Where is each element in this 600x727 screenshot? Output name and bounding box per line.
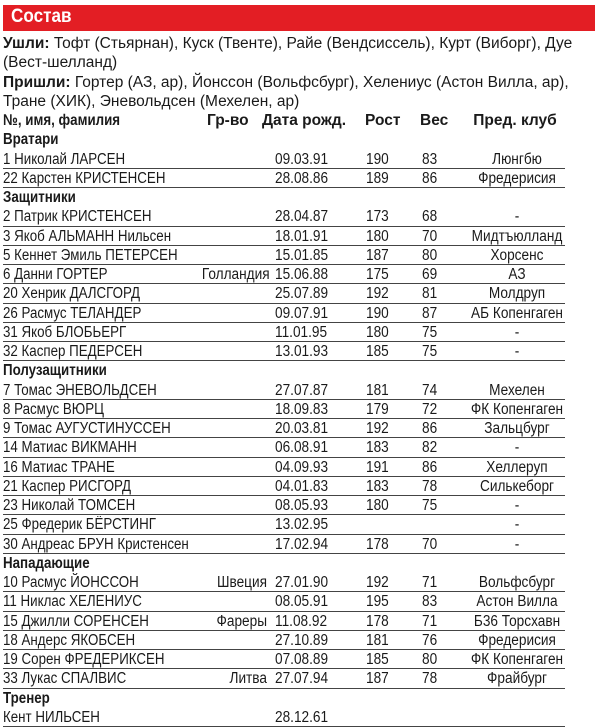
cell-dob: 08.05.93 (275, 497, 329, 514)
cell-name: 31 Якоб БЛОБЬЕРГ (3, 323, 127, 341)
cell-name: 23 Николай ТОМСЕН (3, 497, 136, 514)
player-row (3, 708, 565, 727)
cell-weight: 86 (422, 169, 438, 187)
cell-dob: 25.07.89 (275, 285, 329, 303)
cell-name: 14 Матиас ВИКМАНН (3, 439, 137, 457)
cell-club: Фрайбург (487, 670, 547, 688)
cell-club: Люнгбю (492, 150, 542, 168)
cell-weight: 83 (422, 593, 438, 611)
cell-dob: 20.03.81 (275, 420, 329, 437)
cell-name: 3 Якоб АЛЬМАНН Нильсен (3, 227, 172, 245)
player-row (3, 592, 565, 611)
cell-name: 25 Фредерик БЁРСТИНГ (3, 516, 156, 534)
player-row (3, 265, 565, 284)
cell-name: 7 Томас ЭНЕВОЛЬДСЕН (3, 381, 157, 399)
cell-dob: 17.02.94 (275, 535, 329, 553)
cell-dob: 18.09.83 (275, 400, 329, 418)
cell-club: - (514, 497, 520, 514)
cell-height: 181 (366, 381, 389, 399)
cell-dob: 27.01.90 (275, 574, 329, 591)
player-row (3, 458, 565, 477)
cell-club: Мехелен (489, 381, 545, 399)
arrived-text: Гортер (АЗ, ар), Йонссон (Вольфсбург), Хелениус (Астон Вилла, ар), Тране (ХИК), Эневольдсен (Мехелен, ар) (3, 73, 569, 110)
cell-dob: 27.07.87 (275, 381, 329, 399)
cell-club: Силькеборг (479, 477, 555, 495)
cell-height: 190 (366, 304, 389, 322)
player-row (3, 207, 565, 226)
cell-dob: 15.01.85 (275, 246, 329, 264)
cell-club: АЗ (508, 266, 526, 283)
cell-name: 19 Сорен ФРЕДЕРИКСЕН (3, 651, 165, 668)
cell-weight: 71 (422, 612, 438, 630)
group-heading (3, 554, 565, 573)
cell-dob: 28.04.87 (275, 208, 329, 226)
cell-dob: 13.02.95 (275, 516, 329, 534)
player-row (3, 669, 565, 688)
group-heading (3, 130, 565, 149)
cell-club: ФК Копенгаген (470, 651, 564, 668)
cell-dob: 06.08.91 (275, 439, 329, 457)
cell-club: - (514, 516, 520, 534)
cell-weight: 86 (422, 458, 438, 476)
player-row (3, 419, 565, 438)
group-heading (3, 188, 565, 207)
cell-dob: 09.03.91 (275, 150, 329, 168)
cell-country: Голландия (201, 266, 270, 283)
cell-dob: 28.12.61 (275, 708, 329, 726)
player-row (3, 323, 565, 342)
cell-name: 26 Расмус ТЕЛАНДЕР (3, 304, 142, 322)
group-title: Полузащитники (3, 362, 107, 380)
cell-weight: 81 (422, 285, 438, 303)
cell-club: ФК Копенгаген (470, 400, 564, 418)
group-title: Вратари (3, 131, 59, 149)
cell-weight: 72 (422, 400, 438, 418)
cell-club: Зальцбург (484, 420, 550, 437)
player-row (3, 169, 565, 188)
cell-height: 173 (366, 208, 389, 226)
cell-weight: 83 (422, 150, 438, 168)
cell-club: Мидтъюлланд (471, 227, 563, 245)
cell-club: - (514, 323, 520, 341)
column-header-name: №, имя, фамилия (3, 112, 121, 129)
group-title: Тренер (3, 689, 50, 707)
departed-paragraph (3, 34, 595, 73)
cell-dob: 15.06.88 (275, 266, 329, 283)
cell-dob: 28.08.86 (275, 169, 329, 187)
cell-club: - (514, 343, 520, 360)
player-row (3, 631, 565, 650)
cell-height: 179 (366, 400, 389, 418)
cell-dob: 08.05.91 (275, 593, 329, 611)
cell-height: 195 (366, 593, 389, 611)
player-row (3, 381, 565, 400)
player-row (3, 573, 565, 592)
cell-name: 16 Матиас ТРАНЕ (3, 458, 115, 476)
page-title: Состав (11, 6, 72, 27)
cell-height: 192 (366, 285, 389, 303)
player-row (3, 535, 565, 554)
cell-dob: 11.01.95 (275, 323, 328, 341)
cell-club: Фредерисия (478, 631, 556, 649)
cell-weight: 78 (422, 670, 438, 688)
column-header-country: Гр-во (207, 112, 249, 129)
player-row (3, 246, 565, 265)
player-row (3, 496, 565, 515)
cell-name: 9 Томас АУГУСТИНУССЕН (3, 420, 171, 437)
cell-club: - (514, 535, 520, 553)
cell-weight: 76 (422, 631, 438, 649)
cell-club: Молдруп (488, 285, 546, 303)
cell-weight: 70 (422, 227, 438, 245)
cell-club: - (514, 439, 520, 457)
group-heading (3, 361, 565, 380)
cell-dob: 27.07.94 (275, 670, 329, 688)
player-row (3, 342, 565, 361)
cell-height: 192 (366, 574, 389, 591)
player-row (3, 612, 565, 631)
cell-height: 190 (366, 150, 389, 168)
cell-dob: 07.08.89 (275, 651, 329, 668)
cell-height: 181 (366, 631, 389, 649)
cell-name: 21 Каспер РИСГОРД (3, 477, 132, 495)
cell-height: 180 (366, 497, 389, 514)
cell-name: 10 Расмус ЙОНССОН (3, 574, 139, 591)
cell-weight: 75 (422, 343, 438, 360)
cell-country: Швеция (216, 574, 267, 591)
column-header-row (3, 111, 565, 130)
cell-height: 187 (366, 246, 389, 264)
player-row (3, 150, 565, 169)
cell-height: 175 (366, 266, 389, 283)
group-heading (3, 689, 565, 708)
group-title: Защитники (3, 189, 76, 206)
cell-dob: 04.09.93 (275, 458, 329, 476)
cell-country: Литва (229, 670, 267, 688)
cell-club: АБ Копенгаген (471, 304, 563, 322)
cell-name: 8 Расмус ВЮРЦ (3, 400, 104, 418)
title-bar (3, 5, 595, 31)
cell-dob: 11.08.92 (275, 612, 328, 630)
cell-height: 183 (366, 477, 389, 495)
cell-weight: 71 (422, 574, 438, 591)
cell-weight: 70 (422, 535, 438, 553)
player-row (3, 515, 565, 534)
transfers-intro (3, 34, 595, 111)
cell-name: 18 Андерс ЯКОБСЕН (3, 631, 136, 649)
cell-height: 185 (366, 651, 389, 668)
cell-name: 22 Карстен КРИСТЕНСЕН (3, 169, 166, 187)
cell-country: Фареры (216, 612, 267, 630)
cell-dob: 13.01.93 (275, 343, 329, 360)
cell-height: 183 (366, 439, 389, 457)
cell-club: Хеллеруп (486, 458, 548, 476)
cell-height: 178 (366, 535, 389, 553)
cell-height: 192 (366, 420, 389, 437)
cell-name: 33 Лукас СПАЛВИС (3, 670, 127, 688)
cell-club: Вольфсбург (478, 574, 556, 591)
cell-height: 180 (366, 227, 389, 245)
cell-height: 189 (366, 169, 389, 187)
cell-name: 1 Николай ЛАРСЕН (3, 150, 126, 168)
arrived-paragraph (3, 73, 595, 112)
cell-weight: 69 (422, 266, 438, 283)
cell-weight: 75 (422, 323, 438, 341)
cell-name: 15 Джилли СОРЕНСЕН (3, 612, 149, 630)
cell-height: 187 (366, 670, 389, 688)
cell-name: 32 Каспер ПЕДЕРСЕН (3, 343, 143, 360)
cell-dob: 09.07.91 (275, 304, 329, 322)
cell-weight: 74 (422, 381, 438, 399)
cell-name: 30 Андреас БРУН Кристенсен (3, 535, 189, 553)
departed-label: Ушли: (3, 35, 50, 52)
arrived-label: Пришли: (3, 73, 71, 91)
cell-weight: 80 (422, 651, 438, 668)
cell-name: 11 Никлас ХЕЛЕНИУС (3, 593, 142, 611)
cell-height: 185 (366, 343, 389, 360)
cell-name: Кент НИЛЬСЕН (3, 708, 100, 726)
cell-height: 180 (366, 323, 389, 341)
cell-club: Б36 Торсхавн (473, 612, 561, 630)
departed-text: Тофт (Стьярнан), Куск (Твенте), Райе (Вендсиссель), Курт (Виборг), Дуе (Вест-шелланд) (3, 35, 573, 72)
cell-dob: 04.01.83 (275, 477, 329, 495)
cell-name: 20 Хенрик ДАЛСГОРД (3, 285, 141, 303)
player-row (3, 304, 565, 323)
cell-weight: 87 (422, 304, 438, 322)
cell-weight: 78 (422, 477, 438, 495)
column-header-weight: Вес (420, 112, 449, 129)
cell-weight: 82 (422, 439, 438, 457)
cell-height: 178 (366, 612, 389, 630)
cell-name: 2 Патрик КРИСТЕНСЕН (3, 208, 152, 226)
cell-club: Фредерисия (478, 169, 556, 187)
player-row (3, 284, 565, 303)
cell-weight: 75 (422, 497, 438, 514)
column-header-dob: Дата рожд. (262, 112, 347, 129)
cell-name: 5 Кеннет Эмиль ПЕТЕРСЕН (3, 246, 178, 264)
cell-height: 191 (366, 458, 389, 476)
column-header-club: Пред. клуб (473, 112, 557, 129)
player-row (3, 438, 565, 457)
cell-club: Хорсенс (490, 246, 544, 264)
player-row (3, 400, 565, 419)
column-header-height: Рост (365, 112, 401, 129)
cell-name: 6 Данни ГОРТЕР (3, 266, 108, 283)
cell-dob: 18.01.91 (275, 227, 329, 245)
player-row (3, 477, 565, 496)
player-row (3, 650, 565, 669)
group-title: Нападающие (3, 554, 90, 572)
player-row (3, 227, 565, 246)
cell-dob: 27.10.89 (275, 631, 329, 649)
cell-club: Астон Вилла (476, 593, 558, 611)
roster-table (3, 111, 565, 727)
cell-club: - (514, 208, 520, 226)
cell-weight: 68 (422, 208, 438, 226)
cell-weight: 86 (422, 420, 438, 437)
cell-weight: 80 (422, 246, 438, 264)
